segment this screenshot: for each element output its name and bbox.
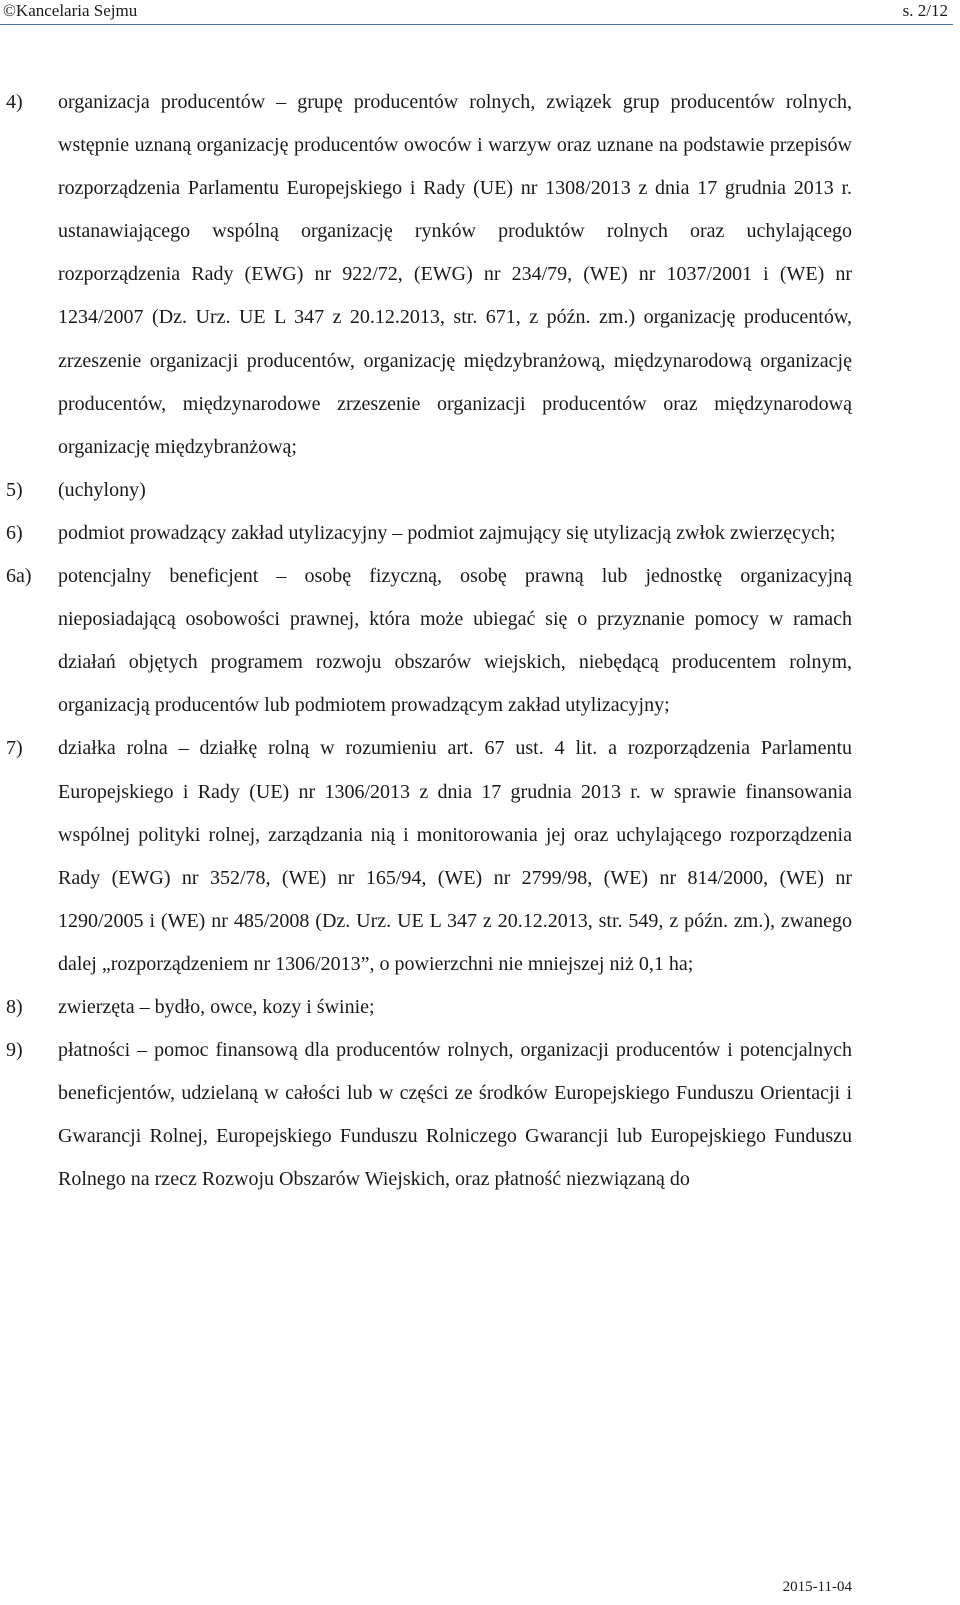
page-header [0, 0, 953, 25]
item-number: 5) [6, 478, 23, 501]
item-text: (uchylony) [58, 478, 146, 501]
item-text: organizacja producentów – grupę producentów rolnych, związek grup producentów rolnych, wstępnie uznaną organizację producentów owoców i warzyw oraz uznane na podstawie przepisów rozporządzenia Parlamentu Europejskiego i Rady (UE) nr 1308/2013 z dnia 17 grudnia 2013 r. ustanawiającego wspólną organizację rynków produktów rolnych oraz uchylającego rozporządzenia Rady (EWG) nr 922/72, (EWG) nr 234/79, (WE) nr 1037/2001 i (WE) nr 1234/2007 (Dz. Urz. UE L 347 z 20.12.2013, str. 671, z późn. zm.) organizację producentów, zrzeszenie organizacji producentów, organizację międzybranżową, międzynarodową organizację producentów, międzynarodowe zrzeszenie organizacji producentów oraz międzynarodową organizację międzybranżową; [58, 91, 852, 458]
item-text: zwierzęta – bydło, owce, kozy i świnie; [58, 995, 375, 1018]
item-number: 9) [6, 1039, 23, 1062]
item-number: 7) [6, 737, 23, 760]
list-item [6, 469, 852, 512]
list-item [6, 986, 852, 1029]
item-text: działka rolna – działkę rolną w rozumieniu art. 67 ust. 4 lit. a rozporządzenia Parlamentu Europejskiego i Rady (UE) nr 1306/2013 z dnia 17 grudnia 2013 r. w sprawie finansowania wspólnej polityki rolnej, zarządzania nią i monitorowania jej oraz uchylającego rozporządzenia Rady (EWG) nr 352/78, (WE) nr 165/94, (WE) nr 2799/98, (WE) nr 814/2000, (WE) nr 1290/2005 i (WE) nr 485/2008 (Dz. Urz. UE L 347 z 20.12.2013, str. 549, z późn. zm.), zwanego dalej „rozporządzeniem nr 1306/2013”, o powierzchni nie mniejszej niż 0,1 ha; [58, 737, 852, 975]
publisher-label: ©Kancelaria Sejmu [3, 1, 138, 20]
item-text: podmiot prowadzący zakład utylizacyjny – podmiot zajmujący się utylizacją zwłok zwierzęcych; [58, 521, 836, 544]
item-text: potencjalny beneficjent – osobę fizyczną, osobę prawną lub jednostkę organizacyjną nieposiadającą osobowości prawnej, która może ubiegać się o przyznanie pomocy w ramach działań objętych programem rozwoju obszarów wiejskich, niebędącą producentem rolnym, organizacją producentów lub podmiotem prowadzącym zakład utylizacyjny; [58, 565, 852, 717]
item-number: 6a) [6, 565, 32, 588]
list-item [6, 555, 852, 727]
document-body [6, 81, 852, 1201]
page-number: s. 2/12 [902, 1, 948, 20]
item-number: 8) [6, 995, 23, 1018]
document-date: 2015-11-04 [782, 1579, 852, 1595]
item-text: płatności – pomoc finansową dla producentów rolnych, organizacji producentów i potencjalnych beneficjentów, udzielaną w całości lub w części ze środków Europejskiego Funduszu Orientacji i Gwarancji Rolnej, Europejskiego Funduszu Rolniczego Gwarancji lub Europejskiego Funduszu Rolnego na rzecz Rozwoju Obszarów Wiejskich, oraz płatność niezwiązaną do [58, 1039, 852, 1191]
item-number: 4) [6, 91, 23, 113]
list-item [6, 1029, 852, 1201]
list-item [6, 727, 852, 986]
list-item [6, 81, 852, 469]
list-item [6, 512, 852, 555]
item-number: 6) [6, 521, 23, 544]
